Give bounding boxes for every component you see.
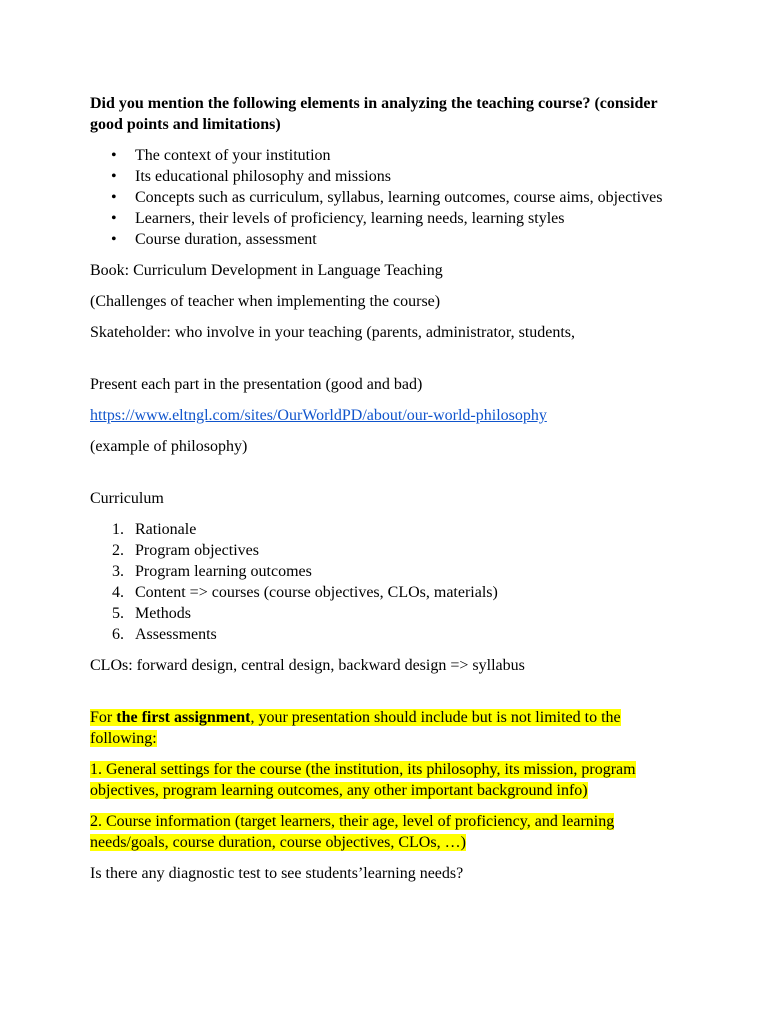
list-item <box>90 166 690 187</box>
list-item-text: Learners, their levels of proficiency, learning needs, learning styles <box>135 210 565 227</box>
list-item-text: Rationale <box>135 521 197 538</box>
list-item-text: Program objectives <box>135 542 259 559</box>
list-number: 2. <box>112 542 124 559</box>
list-number: 1. <box>112 521 124 538</box>
list-item <box>90 187 690 208</box>
list-item-text: Content => courses (course objectives, CLOs, materials) <box>135 584 498 601</box>
list-number: 6. <box>112 626 124 643</box>
list-item-text: Concepts such as curriculum, syllabus, learning outcomes, course aims, objectives <box>135 189 663 206</box>
assignment-suffix: , your presentation should include but is not limited to the following: <box>90 709 621 747</box>
bullet-icon: • <box>111 210 117 227</box>
present-note: Present each part in the presentation (good and bad) <box>90 376 423 393</box>
document-page <box>90 93 690 894</box>
list-item-text: Program learning outcomes <box>135 563 312 580</box>
assignment-intro <box>90 707 690 749</box>
elements-list <box>90 145 690 250</box>
list-item <box>90 624 690 645</box>
section-heading: Did you mention the following elements in analyzing the teaching course? (consider good points and limitations) <box>90 95 658 133</box>
list-item <box>90 208 690 229</box>
list-item <box>90 540 690 561</box>
list-item <box>90 582 690 603</box>
book-reference: Book: Curriculum Development in Language Teaching <box>90 262 443 279</box>
assignment-point-2-text: 2. Course information (target learners, their age, level of proficiency, and learning needs/goals, course duration, course objectives, CLOs, …) <box>90 813 615 851</box>
list-item <box>90 561 690 582</box>
philosophy-link[interactable]: https://www.eltngl.com/sites/OurWorldPD/about/our-world-philosophy <box>90 407 547 424</box>
list-item-text: The context of your institution <box>135 147 331 164</box>
bullet-icon: • <box>111 231 117 248</box>
blank-line <box>90 467 690 488</box>
list-item <box>90 229 690 250</box>
example-note: (example of philosophy) <box>90 438 248 455</box>
list-item <box>90 145 690 166</box>
assignment-prefix: For <box>90 709 117 726</box>
philosophy-link-paragraph <box>90 405 690 426</box>
list-number: 3. <box>112 563 124 580</box>
assignment-point-1-text: 1. General settings for the course (the institution, its philosophy, its mission, program objectives, program learning outcomes, any other important background info) <box>90 761 636 799</box>
bullet-icon: • <box>111 168 117 185</box>
list-item <box>90 603 690 624</box>
clos-note: CLOs: forward design, central design, backward design => syllabus <box>90 657 525 674</box>
list-item-text: Its educational philosophy and missions <box>135 168 391 185</box>
blank-line <box>90 353 690 374</box>
list-item <box>90 519 690 540</box>
assignment-bold: the first assignment <box>116 709 251 726</box>
diagnostic-question: Is there any diagnostic test to see students’learning needs? <box>90 865 464 882</box>
stakeholder-note: Skateholder: who involve in your teaching (parents, administrator, students, <box>90 324 576 341</box>
curriculum-title: Curriculum <box>90 490 164 507</box>
list-item-text: Methods <box>135 605 191 622</box>
list-item-text: Course duration, assessment <box>135 231 317 248</box>
bullet-icon: • <box>111 147 117 164</box>
assignment-point-2 <box>90 811 690 853</box>
list-number: 4. <box>112 584 124 601</box>
curriculum-list <box>90 519 690 645</box>
assignment-point-1 <box>90 759 690 801</box>
list-number: 5. <box>112 605 124 622</box>
blank-line <box>90 686 690 707</box>
bullet-icon: • <box>111 189 117 206</box>
challenges-note: (Challenges of teacher when implementing the course) <box>90 293 441 310</box>
list-item-text: Assessments <box>135 626 217 643</box>
